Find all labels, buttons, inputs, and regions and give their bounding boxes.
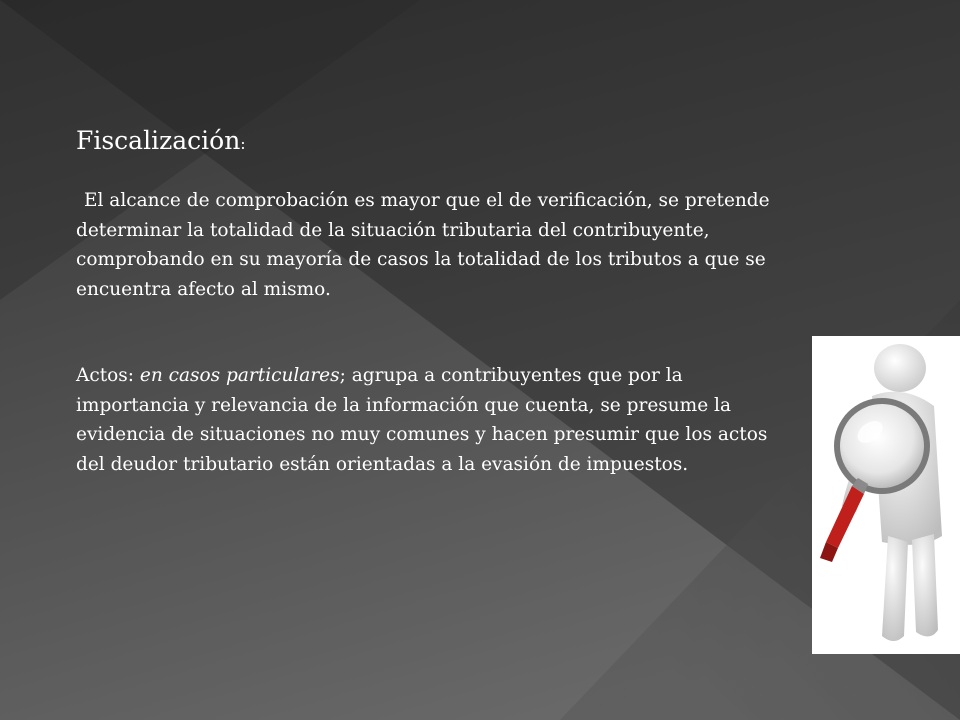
paragraph-acts-rest: ; agrupa a contribuyentes que por la importancia y relevancia de la información que cuenta, se presume la evidencia de situaciones no muy comunes y hacen presumir que los actos del deudor tributario están orientadas a la evasión de impuestos. bbox=[76, 365, 768, 475]
paragraph-acts-lead: Actos: bbox=[76, 365, 140, 386]
paragraph-acts-emphasis: en casos particulares bbox=[139, 365, 340, 386]
person-with-magnifying-glass-icon bbox=[812, 336, 960, 654]
paragraph-acts bbox=[76, 361, 776, 479]
slide-title bbox=[76, 123, 246, 162]
person-with-magnifying-glass-image bbox=[812, 336, 960, 654]
slide-title-colon: : bbox=[240, 134, 246, 153]
paragraph-verification-scope: El alcance de comprobación es mayor que el de verificación, se pretende determinar la totalidad de la situación tributaria del contribuyente, comprobando en su mayoría de casos la totalidad de los tributos a que se encuentra afecto al mismo. bbox=[76, 190, 770, 300]
slide-title-text: Fiscalización bbox=[76, 126, 241, 155]
